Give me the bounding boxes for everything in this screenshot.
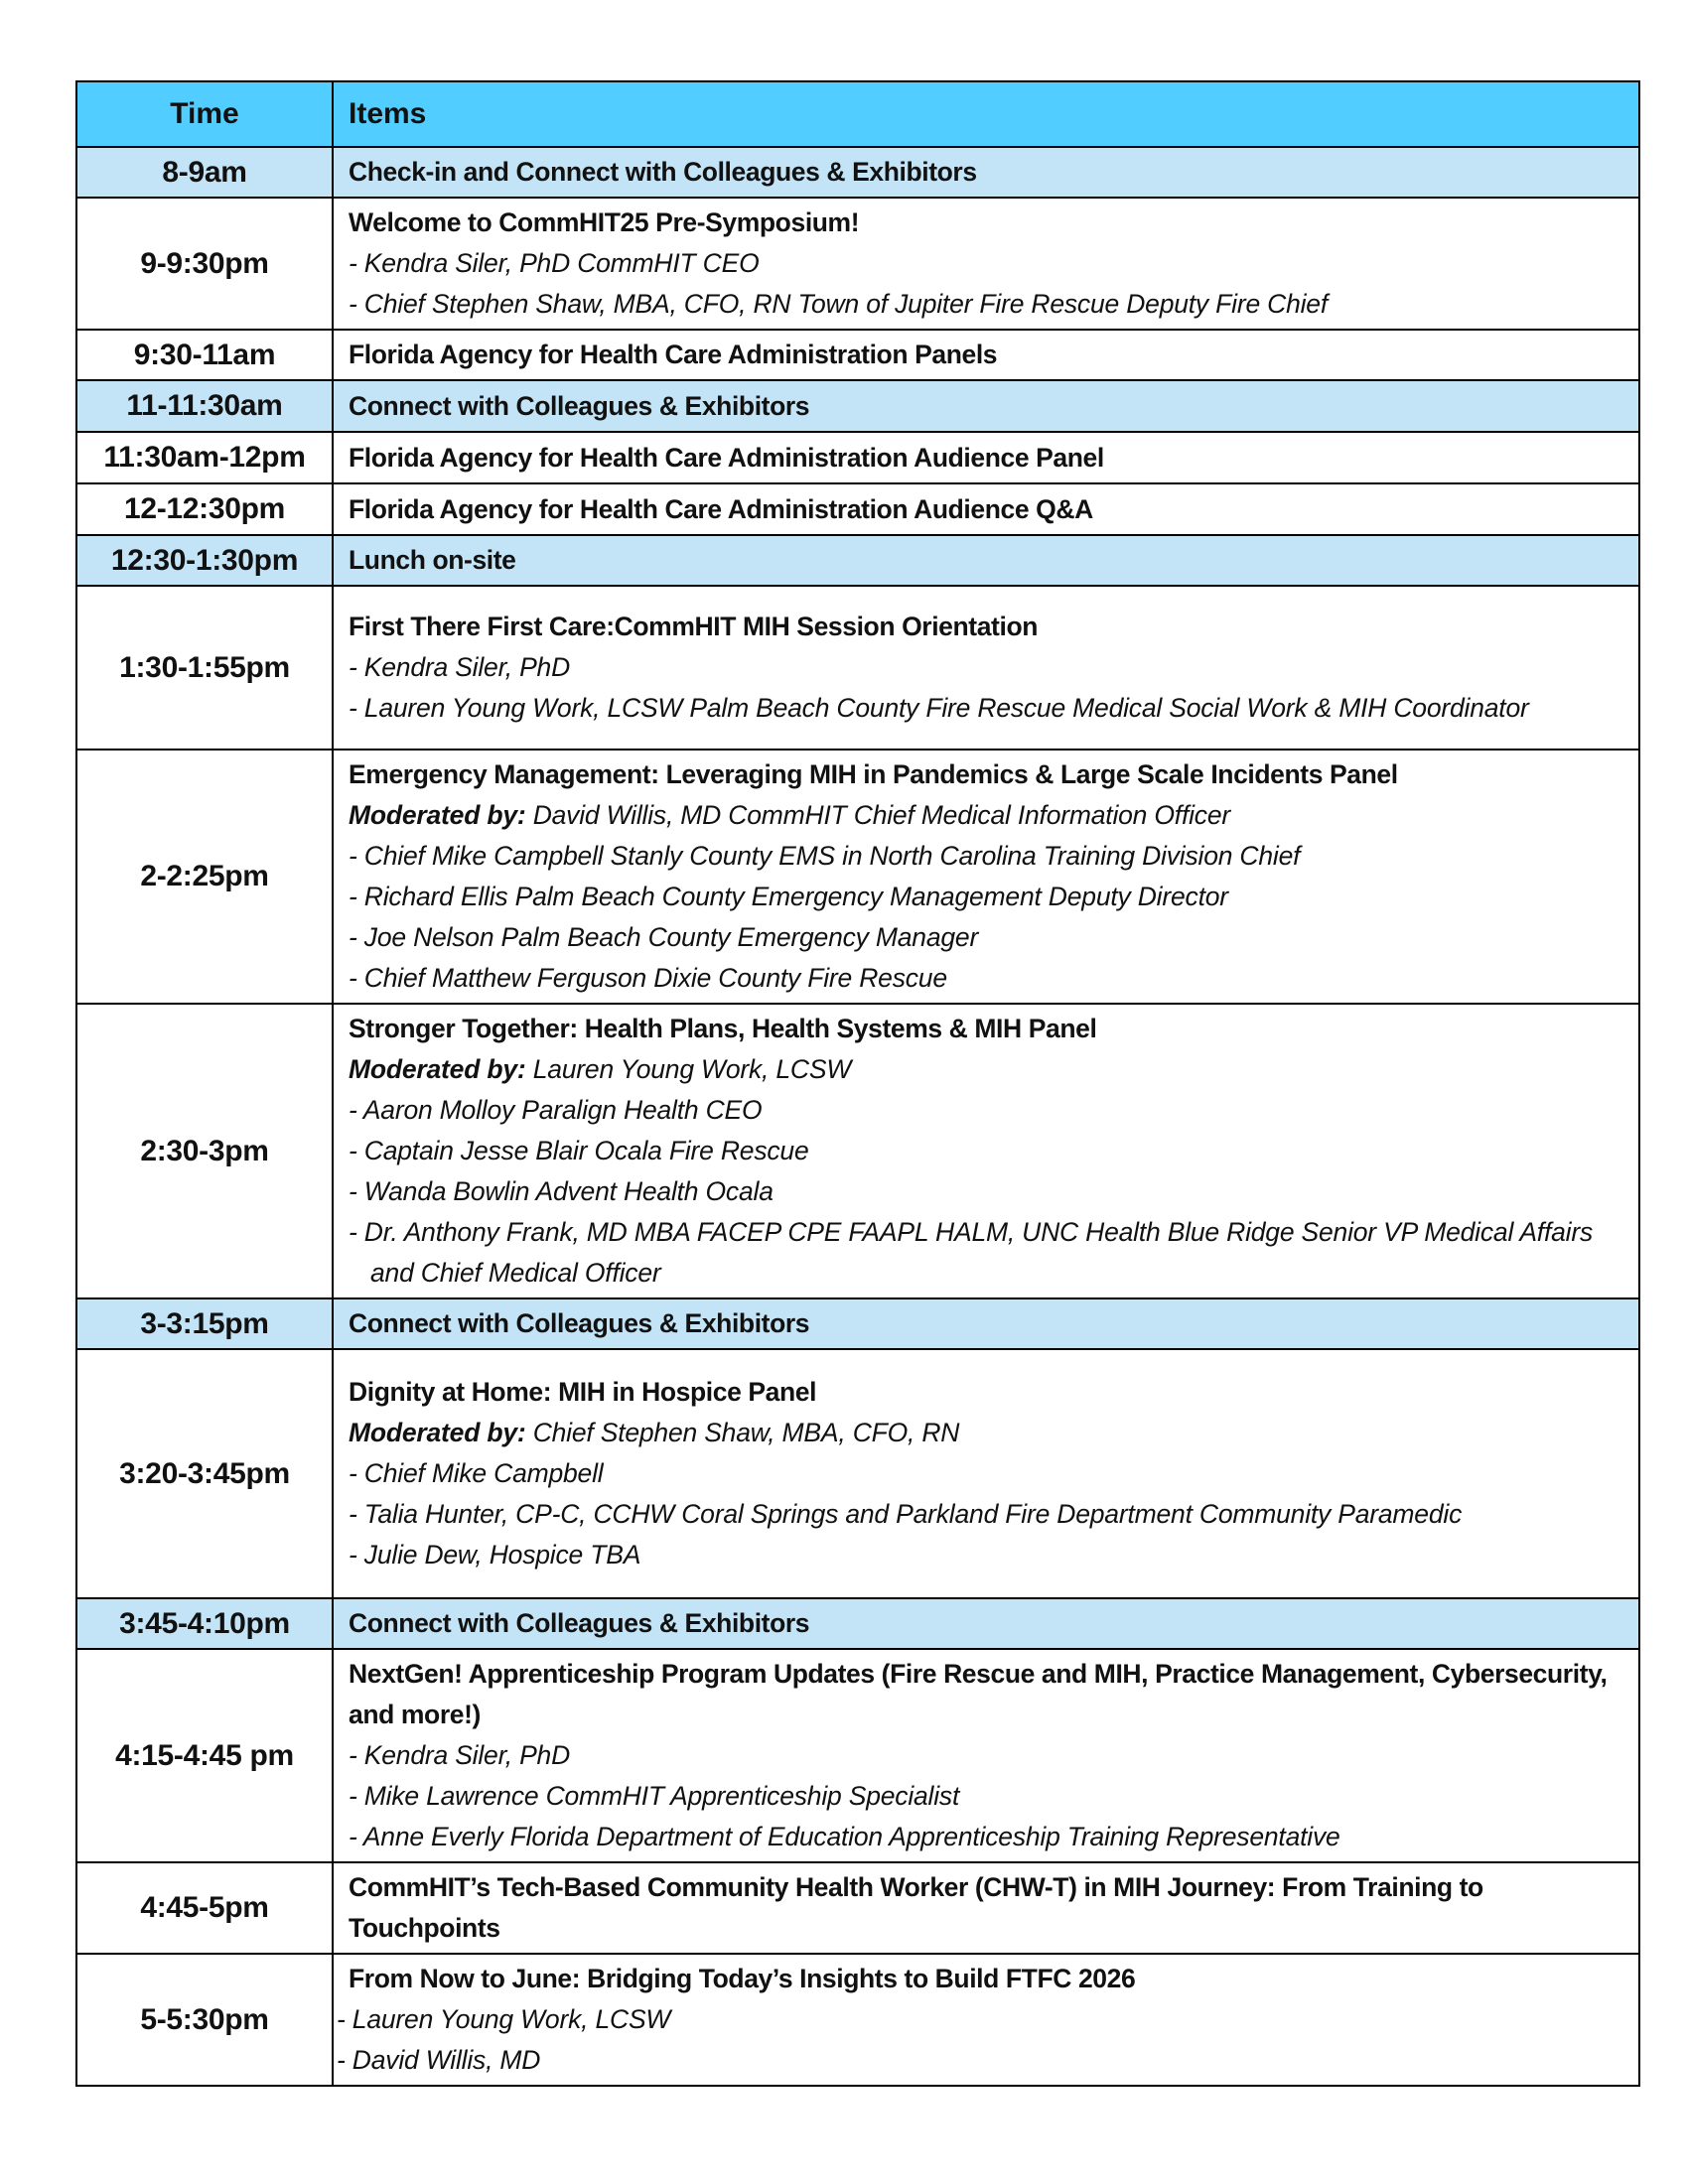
session-title: Connect with Colleagues & Exhibitors [349, 1308, 810, 1338]
time-cell: 9-9:30pm [76, 198, 333, 330]
table-row [76, 483, 1639, 535]
moderator-label: Moderated by: [349, 800, 526, 830]
moderator-label: Moderated by: [349, 1054, 526, 1084]
speaker-line: - David Willis, MD [337, 2045, 541, 2075]
table-row-break [76, 1598, 1639, 1649]
items-cell [333, 1598, 1639, 1649]
table-row [76, 1862, 1639, 1954]
session-title: Emergency Management: Leveraging MIH in Pandemics & Large Scale Incidents Panel [349, 759, 1398, 789]
table-row [76, 198, 1639, 330]
session-title: Florida Agency for Health Care Administration Panels [349, 340, 998, 369]
moderator-name: David Willis, MD CommHIT Chief Medical Information Officer [532, 800, 1231, 830]
speaker-line: - Kendra Siler, PhD CommHIT CEO [349, 248, 760, 278]
table-row-break [76, 1298, 1639, 1349]
table-row [76, 330, 1639, 380]
items-cell [333, 330, 1639, 380]
time-cell: 4:45-5pm [76, 1862, 333, 1954]
session-title: Florida Agency for Health Care Administration Audience Q&A [349, 493, 1093, 524]
moderator-line [349, 1413, 1624, 1453]
speaker-line: - Mike Lawrence CommHIT Apprenticeship Specialist [349, 1781, 960, 1811]
speaker-line: - Talia Hunter, CP-C, CCHW Coral Springs and Parkland Fire Department Community Paramedic [349, 1499, 1463, 1529]
time-cell: 3:45-4:10pm [76, 1598, 333, 1649]
speaker-line: - Wanda Bowlin Advent Health Ocala [349, 1176, 774, 1206]
items-cell [333, 1954, 1639, 2086]
speaker-line: - Chief Mike Campbell Stanly County EMS in North Carolina Training Division Chief [349, 841, 1301, 871]
table-row [76, 1349, 1639, 1598]
items-cell [333, 1349, 1639, 1598]
session-title: NextGen! Apprenticeship Program Updates (Fire Rescue and MIH, Practice Management, Cybersecurity, and more!) [349, 1659, 1608, 1729]
speaker-line: - Aaron Molloy Paralign Health CEO [349, 1095, 763, 1125]
speaker-line: - Dr. Anthony Frank, MD MBA FACEP CPE FAAPL HALM, UNC Health Blue Ridge Senior VP Medical Affairs and Chief Medical Officer [349, 1217, 1594, 1288]
table-row-break [76, 380, 1639, 432]
speaker-line: - Kendra Siler, PhD [349, 1740, 571, 1770]
items-cell [333, 147, 1639, 198]
speaker-line: - Anne Everly Florida Department of Education Apprenticeship Training Representative [349, 1822, 1340, 1851]
agenda-table [75, 80, 1640, 2087]
table-row [76, 1649, 1639, 1862]
moderator-line [349, 1049, 1624, 1090]
speaker-line: - Kendra Siler, PhD [349, 652, 571, 682]
time-cell: 11-11:30am [76, 380, 333, 432]
time-cell: 12-12:30pm [76, 483, 333, 535]
session-title: Connect with Colleagues & Exhibitors [349, 390, 810, 421]
table-row-break [76, 147, 1639, 198]
time-cell: 1:30-1:55pm [76, 586, 333, 750]
table-row [76, 1954, 1639, 2086]
speaker-line: - Julie Dew, Hospice TBA [349, 1540, 641, 1570]
table-row-break [76, 535, 1639, 586]
items-cell [333, 1004, 1639, 1298]
session-title: Check-in and Connect with Colleagues & Exhibitors [349, 157, 977, 187]
session-title: Welcome to CommHIT25 Pre-Symposium! [349, 207, 860, 237]
speaker-line: - Chief Matthew Ferguson Dixie County Fire Rescue [349, 963, 947, 993]
items-cell [333, 1862, 1639, 1954]
items-cell [333, 750, 1639, 1004]
session-title: Dignity at Home: MIH in Hospice Panel [349, 1377, 817, 1407]
table-row [76, 1004, 1639, 1298]
time-cell: 3:20-3:45pm [76, 1349, 333, 1598]
speaker-line: - Richard Ellis Palm Beach County Emergency Management Deputy Director [349, 882, 1228, 911]
moderator-name: Chief Stephen Shaw, MBA, CFO, RN [532, 1418, 960, 1447]
header-items: Items [333, 81, 1639, 147]
moderator-name: Lauren Young Work, LCSW [532, 1054, 852, 1084]
items-cell [333, 1649, 1639, 1862]
table-row [76, 432, 1639, 483]
speaker-line: - Chief Stephen Shaw, MBA, CFO, RN Town of Jupiter Fire Rescue Deputy Fire Chief [349, 289, 1329, 319]
session-title: First There First Care:CommHIT MIH Session Orientation [349, 612, 1039, 641]
time-cell: 2-2:25pm [76, 750, 333, 1004]
speaker-line: - Lauren Young Work, LCSW [337, 2004, 671, 2034]
time-cell: 2:30-3pm [76, 1004, 333, 1298]
time-cell: 5-5:30pm [76, 1954, 333, 2086]
items-cell [333, 586, 1639, 750]
session-title: Lunch on-site [349, 545, 516, 575]
speaker-line: - Lauren Young Work, LCSW Palm Beach County Fire Rescue Medical Social Work & MIH Coordinator [349, 693, 1529, 723]
items-cell [333, 432, 1639, 483]
time-cell: 3-3:15pm [76, 1298, 333, 1349]
speaker-line: - Joe Nelson Palm Beach County Emergency Manager [349, 922, 979, 952]
items-cell [333, 535, 1639, 586]
header-time: Time [76, 81, 333, 147]
time-cell: 8-9am [76, 147, 333, 198]
items-cell [333, 198, 1639, 330]
session-title: From Now to June: Bridging Today’s Insights to Build FTFC 2026 [349, 1964, 1136, 1993]
session-title: Stronger Together: Health Plans, Health Systems & MIH Panel [349, 1014, 1097, 1043]
session-title: Connect with Colleagues & Exhibitors [349, 1608, 810, 1638]
time-cell: 4:15-4:45 pm [76, 1649, 333, 1862]
items-cell [333, 1298, 1639, 1349]
time-cell: 12:30-1:30pm [76, 535, 333, 586]
items-cell [333, 380, 1639, 432]
table-header-row [76, 81, 1639, 147]
moderator-label: Moderated by: [349, 1418, 526, 1447]
speaker-line: - Chief Mike Campbell [349, 1458, 604, 1488]
table-row [76, 586, 1639, 750]
moderator-line [349, 795, 1624, 836]
time-cell: 11:30am-12pm [76, 432, 333, 483]
table-row [76, 750, 1639, 1004]
items-cell [333, 483, 1639, 535]
session-title: CommHIT’s Tech-Based Community Health Worker (CHW-T) in MIH Journey: From Training to Touchpoints [349, 1872, 1483, 1943]
session-title: Florida Agency for Health Care Administration Audience Panel [349, 442, 1104, 473]
time-cell: 9:30-11am [76, 330, 333, 380]
speaker-line: - Captain Jesse Blair Ocala Fire Rescue [349, 1136, 809, 1165]
